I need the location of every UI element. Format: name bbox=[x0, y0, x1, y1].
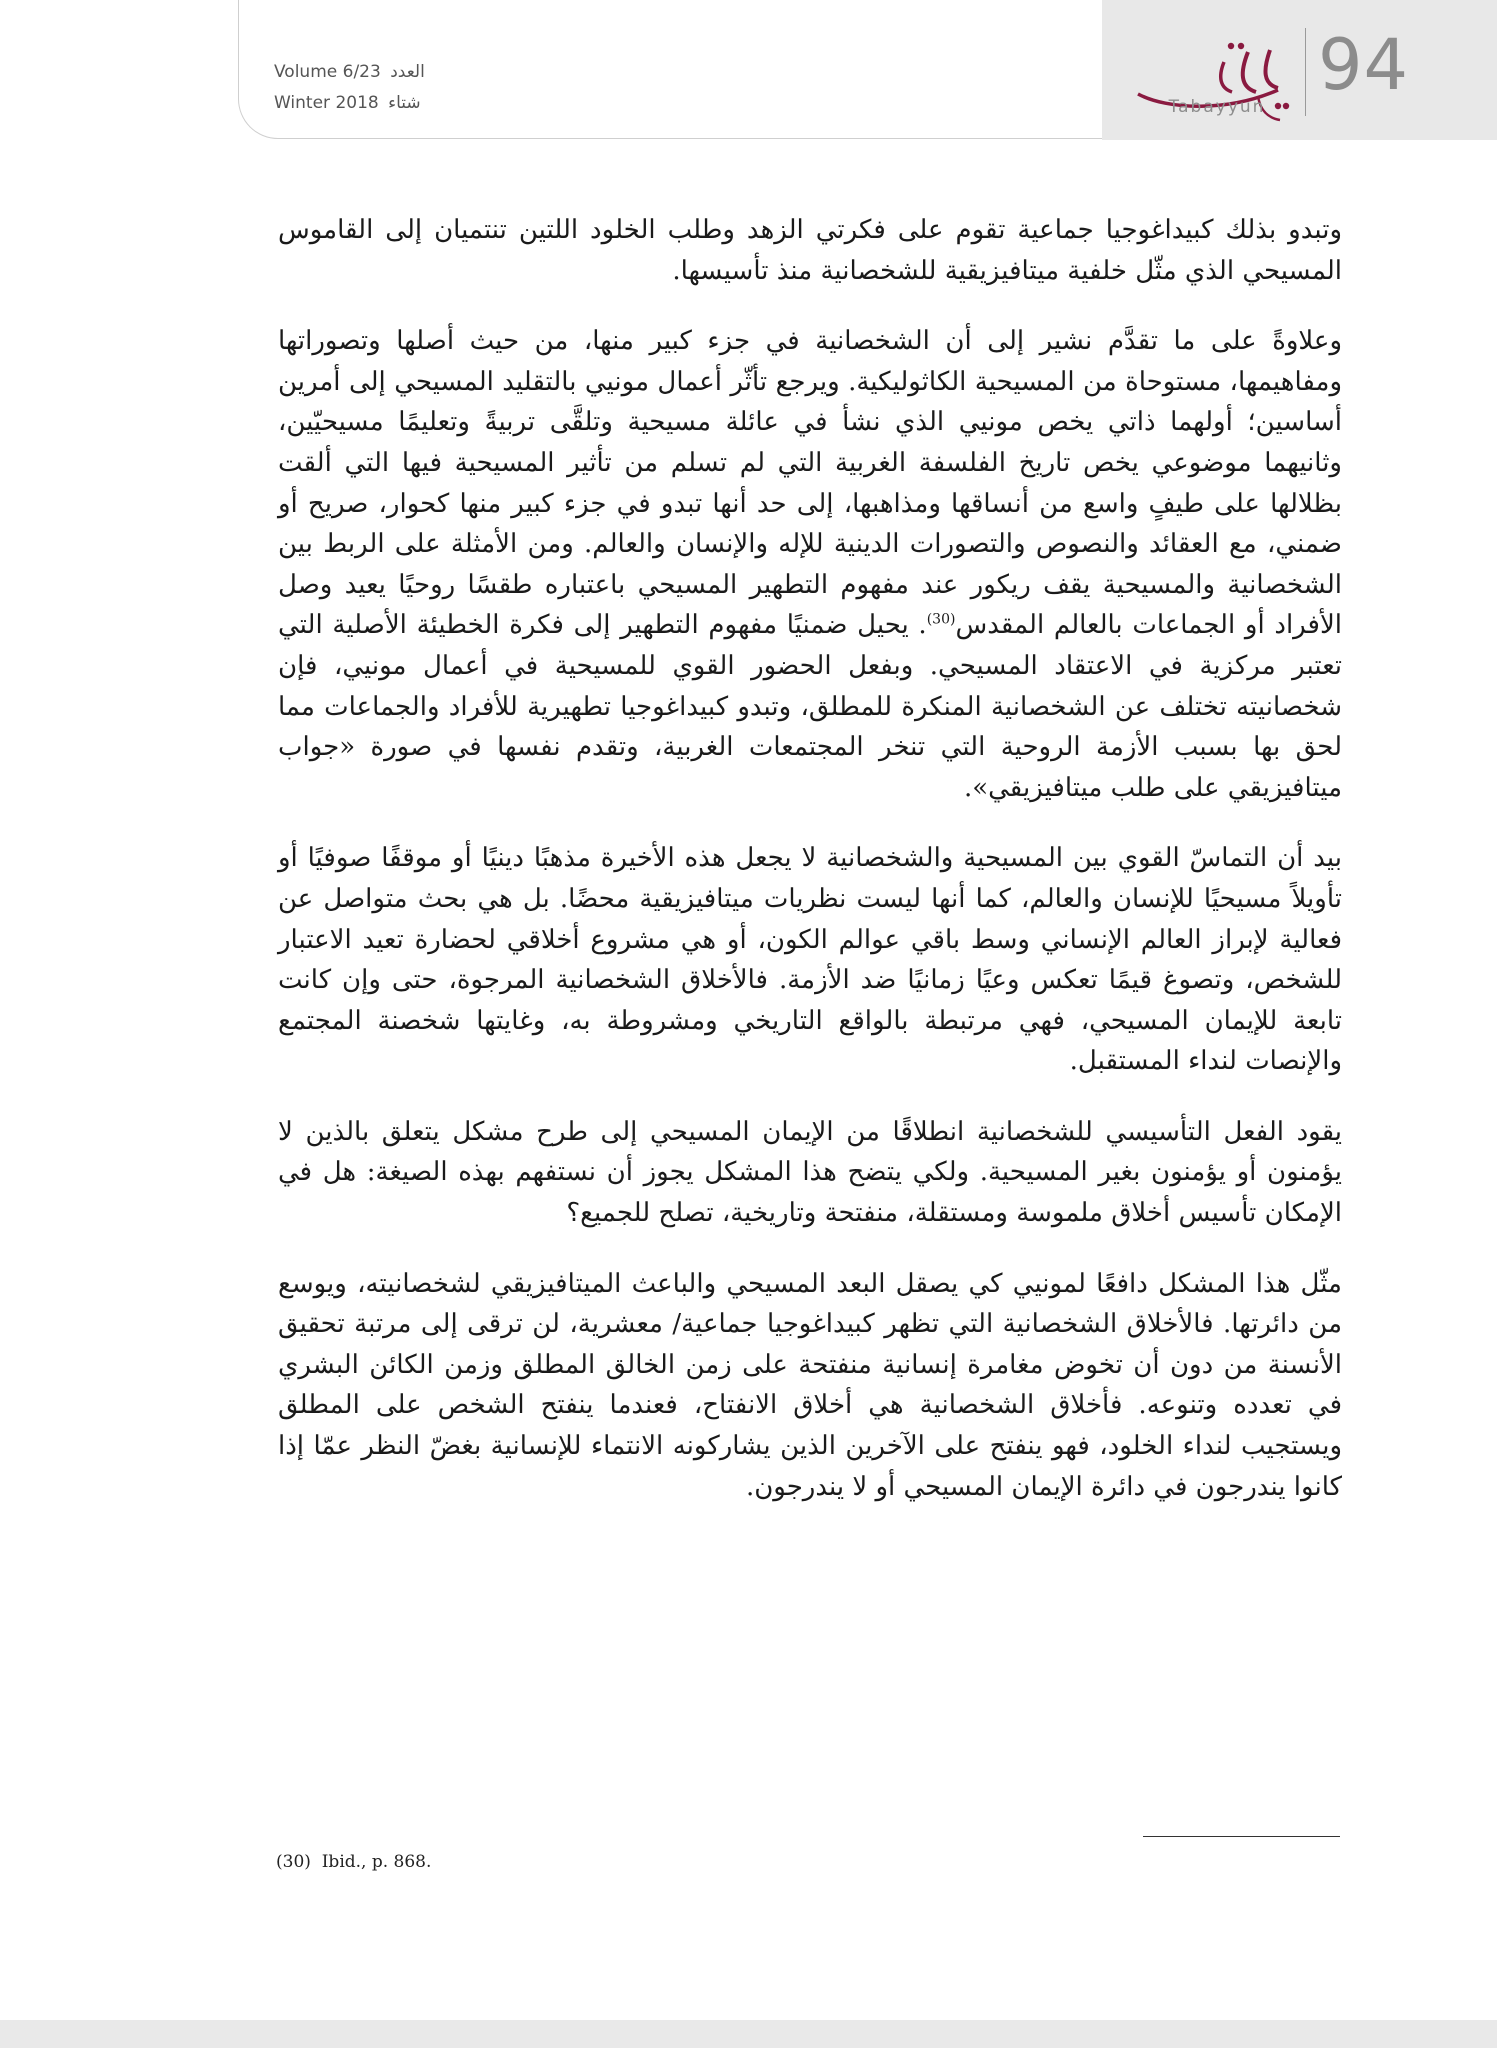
header-divider bbox=[1305, 28, 1306, 116]
paragraph-2 bbox=[278, 321, 1342, 808]
volume-label-arabic: العدد bbox=[390, 62, 425, 82]
footnote-text: Ibid., p. 868. bbox=[321, 1852, 432, 1872]
issue-volume bbox=[274, 62, 474, 82]
paragraph-3: بيد أن التماسّ القوي بين المسيحية والشخصانية لا يجعل هذه الأخيرة مذهبًا دينيًا أو موقفًا صوفيًا أو تأويلاً مسيحيًا للإنسان والعالم، كما أنها ليست نظريات ميتافيزيقية محضًا. بل هي بحث متواصل عن فعالية لإبراز العالم الإنساني وسط باقي عوالم الكون، أو هي مشروع أخلاقي لحضارة تعيد الاعتبار للشخص، وتصوغ قيمًا تعكس وعيًا زمانيًا ضد الأزمة. فالأخلاق الشخصانية المرجوة، حتى وإن كانت تابعة للإيمان المسيحي، فهي مرتبطة بالواقع التاريخي ومشروطة به، وغايتها شخصنة المجتمع والإنصات لنداء المستقبل. bbox=[278, 843, 1342, 1077]
paragraph-5: مثّل هذا المشكل دافعًا لمونيي كي يصقل البعد المسيحي والباعث الميتافيزيقي لشخصانيته، ويوسع من دائرتها. فالأخلاق الشخصانية التي تظهر كبيداغوجيا جماعية/ معشرية، لن ترقى إلى مرتبة تحقيق الأنسنة من دون أن تخوض مغامرة إنسانية منفتحة على زمن الخالق المطلق وزمن الكائن البشري في تعدده وتنوعه. فأخلاق الشخصانية هي أخلاق الانفتاح، فعندما ينفتح الشخص على المطلق ويستجيب لنداء الخلود، فهو ينفتح على الآخرين الذين يشاركونه الانتماء للإنسانية بغضّ النظر عمّا إذا كانوا يندرجون في دائرة الإيمان المسيحي أو لا يندرجون. bbox=[278, 1268, 1342, 1502]
footnote-number: (30) bbox=[276, 1852, 311, 1872]
page-footer-band bbox=[0, 2020, 1497, 2048]
volume-label: Volume 6/23 bbox=[274, 62, 381, 82]
paragraph-1: وتبدو بذلك كبيداغوجيا جماعية تقوم على فكرتي الزهد وطلب الخلود اللتين تنتميان إلى القاموس المسيحي الذي مثّل خلفية ميتافيزيقية للشخصانية منذ تأسيسها. bbox=[278, 215, 1342, 286]
article-body bbox=[278, 210, 1342, 1507]
footnote-reference-30[interactable]: (30) bbox=[926, 611, 956, 628]
paragraph-4: يقود الفعل التأسيسي للشخصانية انطلاقًا من الإيمان المسيحي إلى طرح مشكل يتعلق بالذين لا يؤمنون أو يؤمنون بغير المسيحية. ولكي يتضح هذا المشكل يجوز أن نستفهم بهذه الصيغة: هل في الإمكان تأسيس أخلاق ملموسة ومستقلة، منفتحة وتاريخية، تصلح للجميع؟ bbox=[278, 1116, 1342, 1229]
paragraph-2-text: وعلاوةً على ما تقدَّم نشير إلى أن الشخصانية في جزء كبير منها، من حيث أصلها وتصوراتها ومفاهيمها، مستوحاة من المسيحية الكاثوليكية. ويرجع تأثّر أعمال مونيي بالتقليد المسيحي إلى أمرين أساسين؛ أولهما ذاتي يخص مونيي الذي نشأ في عائلة مسيحية وتلقَّى تربيةً وتعليمًا مسيحيّين، وثانيهما موضوعي يخص تاريخ الفلسفة الغربية التي لم تسلم من تأثير المسيحية فيها التي ألقت بظلالها على طيفٍ واسع من أنساقها ومذاهبها، إلى حد أنها تبدو في جزء كبير منها كحوار، صريح أو ضمني، مع العقائد والنصوص والتصورات الدينية للإله والإنسان والعالم. ومن الأمثلة على الربط بين الشخصانية والمسيحية يقف ريكور عند مفهوم التطهير المسيحي باعتباره طقسًا روحيًا يعيد وصل الأفراد أو الجماعات بالعالم المقدس bbox=[278, 326, 1343, 641]
footnote-divider bbox=[1143, 1836, 1340, 1837]
issue-season bbox=[274, 93, 474, 113]
season-label-arabic: شتاء bbox=[388, 93, 421, 113]
journal-name-latin: Tabayyun bbox=[1168, 97, 1266, 117]
paragraph-2-continuation: . يحيل ضمنيًا مفهوم التطهير إلى فكرة الخطيئة الأصلية التي تعتبر مركزية في الاعتقاد المسيحي. وبفعل الحضور القوي للمسيحية في أعمال مونيي، فإن شخصانيته تختلف عن الشخصانية المنكرة للمطلق، وتبدو كبيداغوجيا تطهيرية للأفراد والجماعات مما لحق بها بسبب الأزمة الروحية التي تنخر المجتمعات الغربية، وتقدم نفسها في صورة «جواب ميتافيزيقي على طلب ميتافيزيقي». bbox=[278, 610, 1342, 803]
season-label: Winter 2018 bbox=[274, 93, 379, 113]
page-number: 94 bbox=[1318, 24, 1410, 106]
footnote-30 bbox=[276, 1852, 876, 1872]
